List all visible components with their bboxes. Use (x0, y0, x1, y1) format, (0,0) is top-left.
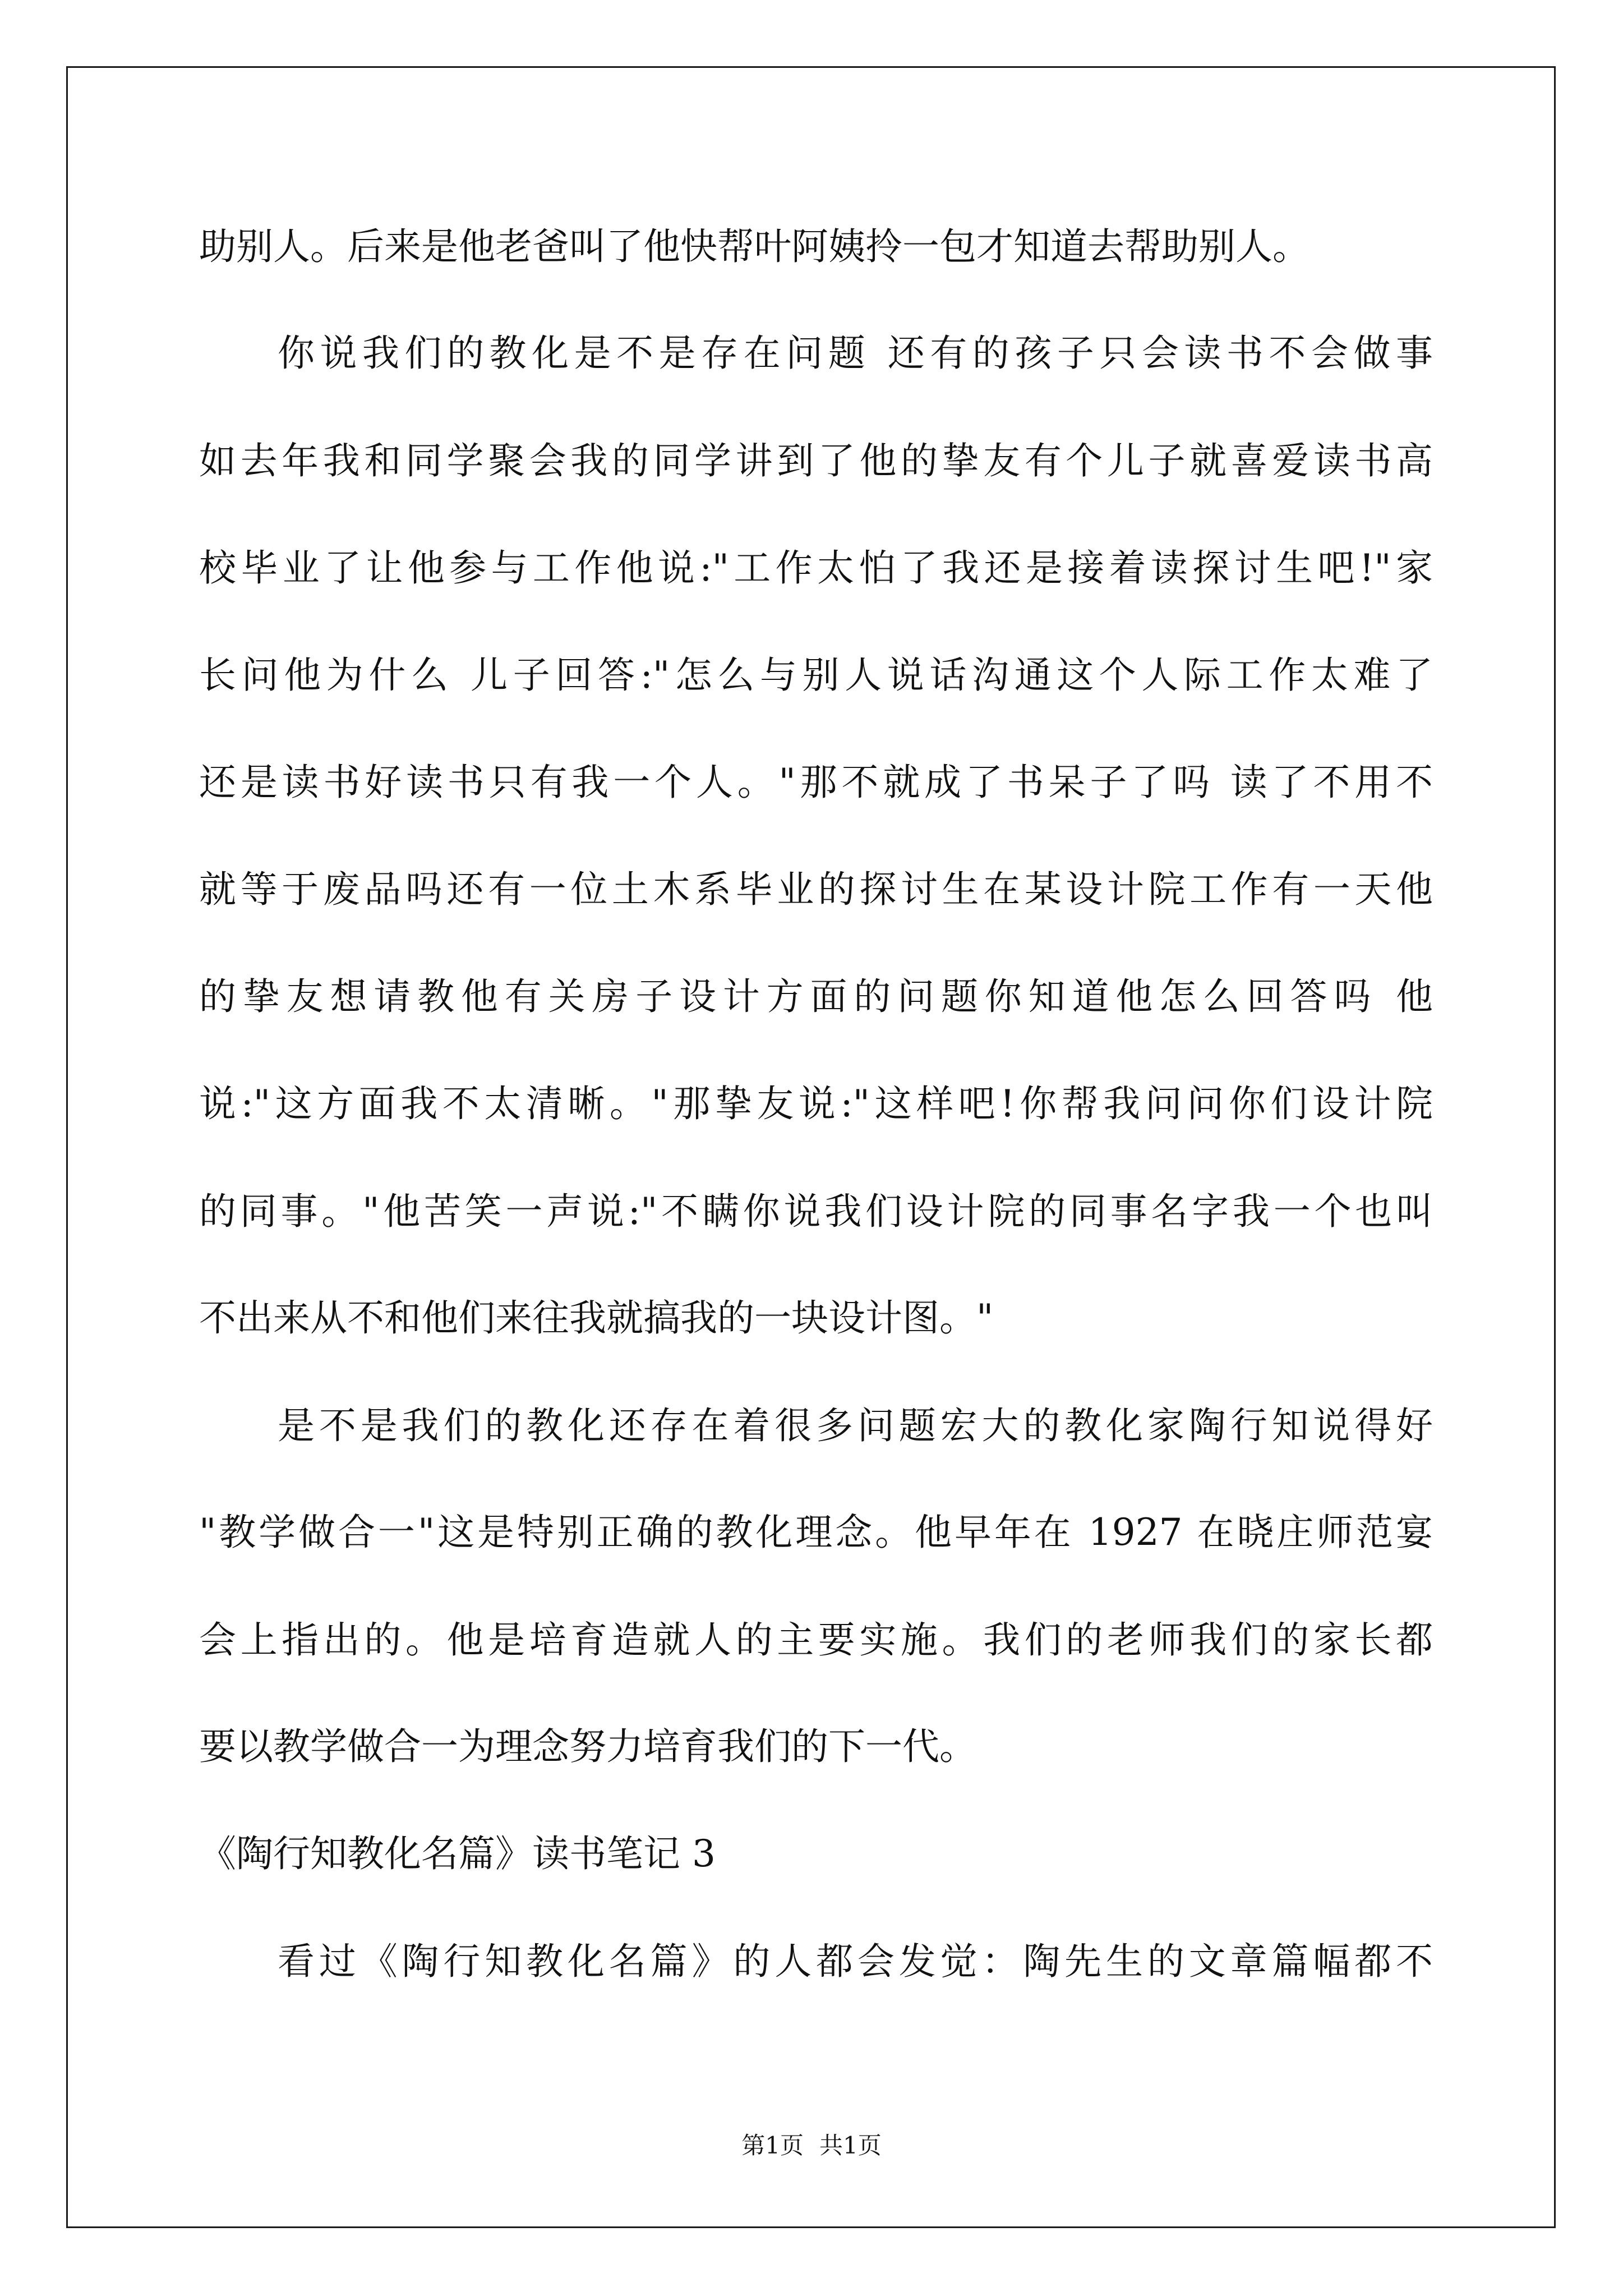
paragraph-line: 你说我们的教化是不是存在问题 还有的孩子只会读书不会做事 (278, 332, 1433, 375)
paragraph-line: 的同事。"他苦笑一声说:"不瞒你说我们设计院的同事名字我一个也叫 (199, 1190, 1433, 1233)
paragraph-line: 说:"这方面我不太清晰。"那挚友说:"这样吧!你帮我问问你们设计院 (199, 1082, 1433, 1125)
paragraph-line: 长问他为什么 儿子回答:"怎么与别人说话沟通这个人际工作太难了 (199, 654, 1433, 697)
paragraph-line: 助别人。后来是他老爸叫了他快帮叶阿姨拎一包才知道去帮助别人。 (199, 225, 1310, 268)
paragraph-line: 要以教学做合一为理念努力培育我们的下一代。 (199, 1725, 976, 1768)
page-number-current: 第1页 (741, 2132, 804, 2159)
paragraph-line: 就等于废品吗还有一位土木系毕业的探讨生在某设计院工作有一天他 (199, 868, 1433, 911)
page-number-total: 共1页 (819, 2132, 882, 2159)
paragraph-line: "教学做合一"这是特别正确的教化理念。他早年在 1927 在晓庄师范宴 (199, 1511, 1433, 1554)
paragraph-line: 不出来从不和他们来往我就搞我的一块设计图。" (199, 1296, 994, 1340)
paragraph-line: 如去年我和同学聚会我的同学讲到了他的挚友有个儿子就喜爱读书高 (199, 439, 1433, 482)
paragraph-line: 是不是我们的教化还存在着很多问题宏大的教化家陶行知说得好 (278, 1404, 1433, 1447)
section-heading: 《陶行知教化名篇》读书笔记 3 (199, 1832, 716, 1875)
page-border (66, 66, 1556, 2228)
paragraph-line: 还是读书好读书只有我一个人。"那不就成了书呆子了吗 读了不用不 (199, 761, 1433, 804)
paragraph-line: 校毕业了让他参与工作他说:"工作太怕了我还是接着读探讨生吧!"家 (199, 546, 1433, 590)
paragraph-line: 会上指出的。他是培育造就人的主要实施。我们的老师我们的家长都 (199, 1618, 1433, 1662)
paragraph-line: 的挚友想请教他有关房子设计方面的问题你知道他怎么回答吗 他 (199, 975, 1433, 1018)
paragraph-line: 看过《陶行知教化名篇》的人都会发觉：陶先生的文章篇幅都不 (278, 1940, 1433, 1983)
page-footer (0, 2129, 1623, 2162)
